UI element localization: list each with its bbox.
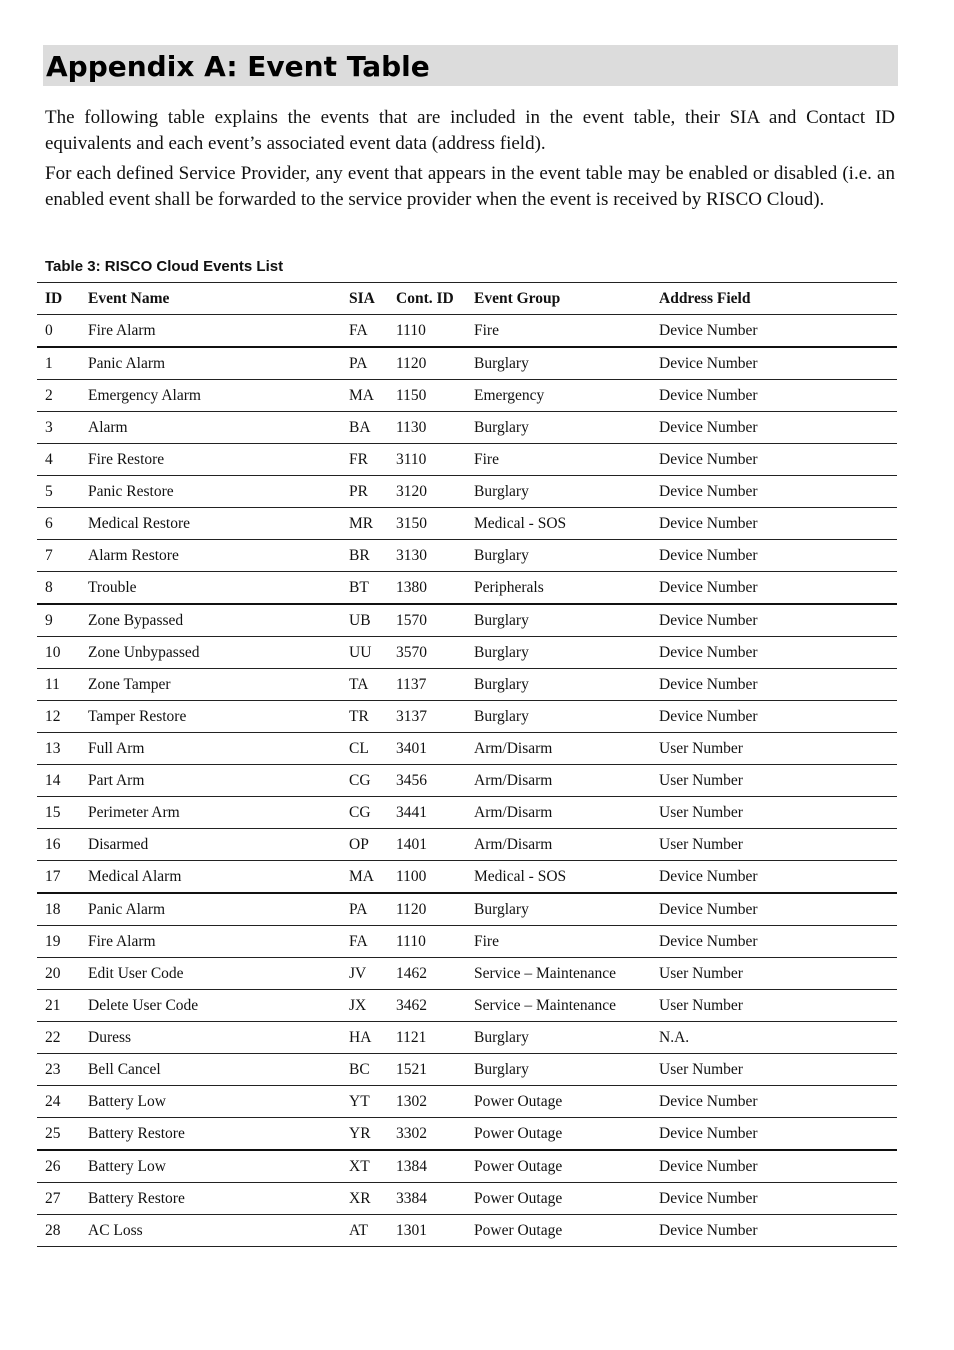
cell-id: 16 [37, 829, 80, 861]
cell-address-field: Device Number [651, 347, 897, 380]
cell-id: 21 [37, 990, 80, 1022]
cell-sia: BA [341, 412, 388, 444]
table-row [37, 572, 897, 605]
page-heading-bar [43, 45, 898, 86]
cell-id: 26 [37, 1150, 80, 1183]
intro-paragraph-1: The following table explains the events that are included in the event table, their SIA and Contact ID equivalents and each event’s associated event data (address field). [45, 107, 895, 154]
cell-cont-id: 1384 [388, 1150, 466, 1183]
cell-event-name: Panic Alarm [80, 893, 341, 926]
cell-event-group: Fire [466, 444, 651, 476]
cell-event-group: Burglary [466, 1022, 651, 1054]
table-row [37, 797, 897, 829]
cell-address-field: Device Number [651, 476, 897, 508]
cell-event-group: Arm/Disarm [466, 829, 651, 861]
cell-event-group: Burglary [466, 347, 651, 380]
cell-address-field: Device Number [651, 893, 897, 926]
page-title: Appendix A: Event Table [46, 50, 430, 83]
cell-event-group: Burglary [466, 669, 651, 701]
cell-event-name: Edit User Code [80, 958, 341, 990]
cell-id: 23 [37, 1054, 80, 1086]
table-row [37, 540, 897, 572]
cell-cont-id: 1137 [388, 669, 466, 701]
table-caption: Table 3: RISCO Cloud Events List [45, 258, 284, 275]
cell-cont-id: 3150 [388, 508, 466, 540]
cell-event-name: Perimeter Arm [80, 797, 341, 829]
cell-id: 1 [37, 347, 80, 380]
cell-address-field: Device Number [651, 380, 897, 412]
cell-event-name: Fire Alarm [80, 315, 341, 348]
cell-address-field: Device Number [651, 444, 897, 476]
cell-sia: PR [341, 476, 388, 508]
table-row [37, 1183, 897, 1215]
cell-address-field: Device Number [651, 1150, 897, 1183]
cell-sia: CL [341, 733, 388, 765]
cell-sia: BC [341, 1054, 388, 1086]
cell-id: 28 [37, 1215, 80, 1247]
cell-event-name: Full Arm [80, 733, 341, 765]
cell-cont-id: 1570 [388, 604, 466, 637]
table-row [37, 733, 897, 765]
cell-cont-id: 1401 [388, 829, 466, 861]
cell-cont-id: 1120 [388, 893, 466, 926]
cell-cont-id: 1110 [388, 926, 466, 958]
table-row [37, 604, 897, 637]
table-row [37, 893, 897, 926]
table-row [37, 380, 897, 412]
cell-event-group: Emergency [466, 380, 651, 412]
cell-id: 4 [37, 444, 80, 476]
cell-sia: UU [341, 637, 388, 669]
cell-event-group: Fire [466, 926, 651, 958]
cell-id: 22 [37, 1022, 80, 1054]
table-row [37, 476, 897, 508]
cell-cont-id: 1150 [388, 380, 466, 412]
cell-cont-id: 1100 [388, 861, 466, 894]
cell-event-group: Medical - SOS [466, 508, 651, 540]
cell-id: 20 [37, 958, 80, 990]
cell-event-group: Power Outage [466, 1150, 651, 1183]
cell-id: 5 [37, 476, 80, 508]
cell-event-group: Burglary [466, 476, 651, 508]
cell-sia: XT [341, 1150, 388, 1183]
cell-event-name: Battery Restore [80, 1118, 341, 1151]
cell-event-group: Arm/Disarm [466, 765, 651, 797]
cell-id: 17 [37, 861, 80, 894]
cell-address-field: Device Number [651, 540, 897, 572]
cell-event-name: AC Loss [80, 1215, 341, 1247]
cell-address-field: User Number [651, 733, 897, 765]
cell-cont-id: 3137 [388, 701, 466, 733]
table-row [37, 412, 897, 444]
cell-cont-id: 3110 [388, 444, 466, 476]
cell-cont-id: 3384 [388, 1183, 466, 1215]
cell-cont-id: 3401 [388, 733, 466, 765]
cell-id: 9 [37, 604, 80, 637]
cell-address-field: User Number [651, 765, 897, 797]
cell-id: 13 [37, 733, 80, 765]
cell-cont-id: 3120 [388, 476, 466, 508]
cell-cont-id: 1121 [388, 1022, 466, 1054]
cell-address-field: Device Number [651, 315, 897, 348]
header-sia: SIA [341, 283, 388, 315]
cell-cont-id: 1110 [388, 315, 466, 348]
cell-event-name: Part Arm [80, 765, 341, 797]
cell-event-name: Delete User Code [80, 990, 341, 1022]
cell-sia: UB [341, 604, 388, 637]
cell-sia: CG [341, 797, 388, 829]
table-row [37, 926, 897, 958]
cell-id: 14 [37, 765, 80, 797]
table-row [37, 1118, 897, 1151]
cell-cont-id: 1521 [388, 1054, 466, 1086]
cell-event-name: Panic Alarm [80, 347, 341, 380]
cell-cont-id: 1120 [388, 347, 466, 380]
cell-sia: CG [341, 765, 388, 797]
cell-event-group: Power Outage [466, 1215, 651, 1247]
cell-sia: PA [341, 347, 388, 380]
cell-address-field: Device Number [651, 669, 897, 701]
table-row [37, 1054, 897, 1086]
cell-event-group: Burglary [466, 604, 651, 637]
cell-event-group: Peripherals [466, 572, 651, 605]
cell-event-group: Burglary [466, 701, 651, 733]
table-header-row [37, 283, 897, 315]
cell-cont-id: 3456 [388, 765, 466, 797]
cell-sia: AT [341, 1215, 388, 1247]
cell-cont-id: 1462 [388, 958, 466, 990]
table-row [37, 637, 897, 669]
table-row [37, 829, 897, 861]
cell-address-field: Device Number [651, 412, 897, 444]
cell-sia: TR [341, 701, 388, 733]
cell-id: 2 [37, 380, 80, 412]
table-row [37, 1215, 897, 1247]
table-row [37, 990, 897, 1022]
cell-address-field: Device Number [651, 701, 897, 733]
cell-address-field: User Number [651, 990, 897, 1022]
cell-event-group: Service – Maintenance [466, 990, 651, 1022]
cell-address-field: N.A. [651, 1022, 897, 1054]
cell-event-group: Fire [466, 315, 651, 348]
cell-event-name: Alarm Restore [80, 540, 341, 572]
cell-event-group: Medical - SOS [466, 861, 651, 894]
cell-sia: BT [341, 572, 388, 605]
cell-event-name: Fire Restore [80, 444, 341, 476]
cell-sia: HA [341, 1022, 388, 1054]
cell-sia: JX [341, 990, 388, 1022]
cell-event-name: Panic Restore [80, 476, 341, 508]
cell-address-field: Device Number [651, 1215, 897, 1247]
cell-event-group: Burglary [466, 637, 651, 669]
cell-sia: FR [341, 444, 388, 476]
cell-id: 15 [37, 797, 80, 829]
cell-id: 18 [37, 893, 80, 926]
cell-id: 10 [37, 637, 80, 669]
cell-sia: YR [341, 1118, 388, 1151]
table-row [37, 701, 897, 733]
cell-id: 8 [37, 572, 80, 605]
cell-event-name: Zone Tamper [80, 669, 341, 701]
table-row [37, 1150, 897, 1183]
cell-event-group: Power Outage [466, 1118, 651, 1151]
cell-id: 11 [37, 669, 80, 701]
cell-cont-id: 3130 [388, 540, 466, 572]
cell-address-field: Device Number [651, 926, 897, 958]
cell-sia: XR [341, 1183, 388, 1215]
cell-cont-id: 1302 [388, 1086, 466, 1118]
cell-sia: MA [341, 380, 388, 412]
cell-sia: OP [341, 829, 388, 861]
cell-event-name: Zone Unbypassed [80, 637, 341, 669]
cell-address-field: User Number [651, 797, 897, 829]
cell-cont-id: 3570 [388, 637, 466, 669]
cell-id: 24 [37, 1086, 80, 1118]
cell-event-name: Medical Alarm [80, 861, 341, 894]
cell-address-field: Device Number [651, 1086, 897, 1118]
table-row [37, 444, 897, 476]
table-row [37, 315, 897, 348]
header-event-name: Event Name [80, 283, 341, 315]
cell-address-field: Device Number [651, 508, 897, 540]
table-row [37, 508, 897, 540]
table-row [37, 765, 897, 797]
cell-event-group: Burglary [466, 1054, 651, 1086]
cell-address-field: Device Number [651, 572, 897, 605]
cell-event-name: Tamper Restore [80, 701, 341, 733]
cell-address-field: User Number [651, 829, 897, 861]
cell-event-group: Power Outage [466, 1086, 651, 1118]
cell-address-field: Device Number [651, 861, 897, 894]
cell-event-name: Alarm [80, 412, 341, 444]
cell-sia: YT [341, 1086, 388, 1118]
cell-event-name: Medical Restore [80, 508, 341, 540]
table-row [37, 1086, 897, 1118]
cell-address-field: Device Number [651, 1183, 897, 1215]
cell-event-name: Battery Restore [80, 1183, 341, 1215]
cell-event-group: Burglary [466, 540, 651, 572]
cell-sia: MA [341, 861, 388, 894]
cell-id: 19 [37, 926, 80, 958]
cell-id: 25 [37, 1118, 80, 1151]
cell-event-group: Burglary [466, 893, 651, 926]
cell-id: 6 [37, 508, 80, 540]
cell-address-field: Device Number [651, 1118, 897, 1151]
cell-sia: TA [341, 669, 388, 701]
table-row [37, 861, 897, 894]
cell-address-field: User Number [651, 958, 897, 990]
cell-cont-id: 1130 [388, 412, 466, 444]
cell-sia: FA [341, 926, 388, 958]
cell-cont-id: 3462 [388, 990, 466, 1022]
cell-id: 27 [37, 1183, 80, 1215]
table-row [37, 958, 897, 990]
header-id: ID [37, 283, 80, 315]
cell-event-group: Power Outage [466, 1183, 651, 1215]
header-cont-id: Cont. ID [388, 283, 466, 315]
cell-sia: FA [341, 315, 388, 348]
cell-id: 7 [37, 540, 80, 572]
cell-id: 12 [37, 701, 80, 733]
header-event-group: Event Group [466, 283, 651, 315]
cell-event-group: Service – Maintenance [466, 958, 651, 990]
cell-cont-id: 3302 [388, 1118, 466, 1151]
cell-event-group: Arm/Disarm [466, 733, 651, 765]
cell-id: 3 [37, 412, 80, 444]
table-row [37, 347, 897, 380]
events-table [37, 282, 897, 1247]
cell-sia: JV [341, 958, 388, 990]
cell-sia: BR [341, 540, 388, 572]
cell-sia: PA [341, 893, 388, 926]
cell-address-field: Device Number [651, 604, 897, 637]
cell-event-name: Battery Low [80, 1086, 341, 1118]
cell-address-field: Device Number [651, 637, 897, 669]
cell-event-name: Fire Alarm [80, 926, 341, 958]
cell-sia: MR [341, 508, 388, 540]
table-row [37, 1022, 897, 1054]
intro-text [45, 105, 895, 217]
table-row [37, 669, 897, 701]
cell-event-name: Battery Low [80, 1150, 341, 1183]
cell-event-name: Trouble [80, 572, 341, 605]
cell-event-group: Burglary [466, 412, 651, 444]
cell-event-name: Duress [80, 1022, 341, 1054]
cell-event-name: Zone Bypassed [80, 604, 341, 637]
cell-event-name: Bell Cancel [80, 1054, 341, 1086]
intro-paragraph-2: For each defined Service Provider, any event that appears in the event table may be enabled or disabled (i.e. an enabled event shall be forwarded to the service provider when the event is received by RISCO Cloud). [45, 163, 895, 210]
header-address-field: Address Field [651, 283, 897, 315]
cell-address-field: User Number [651, 1054, 897, 1086]
cell-cont-id: 3441 [388, 797, 466, 829]
cell-event-name: Emergency Alarm [80, 380, 341, 412]
cell-id: 0 [37, 315, 80, 348]
cell-event-name: Disarmed [80, 829, 341, 861]
cell-cont-id: 1380 [388, 572, 466, 605]
cell-event-group: Arm/Disarm [466, 797, 651, 829]
cell-cont-id: 1301 [388, 1215, 466, 1247]
